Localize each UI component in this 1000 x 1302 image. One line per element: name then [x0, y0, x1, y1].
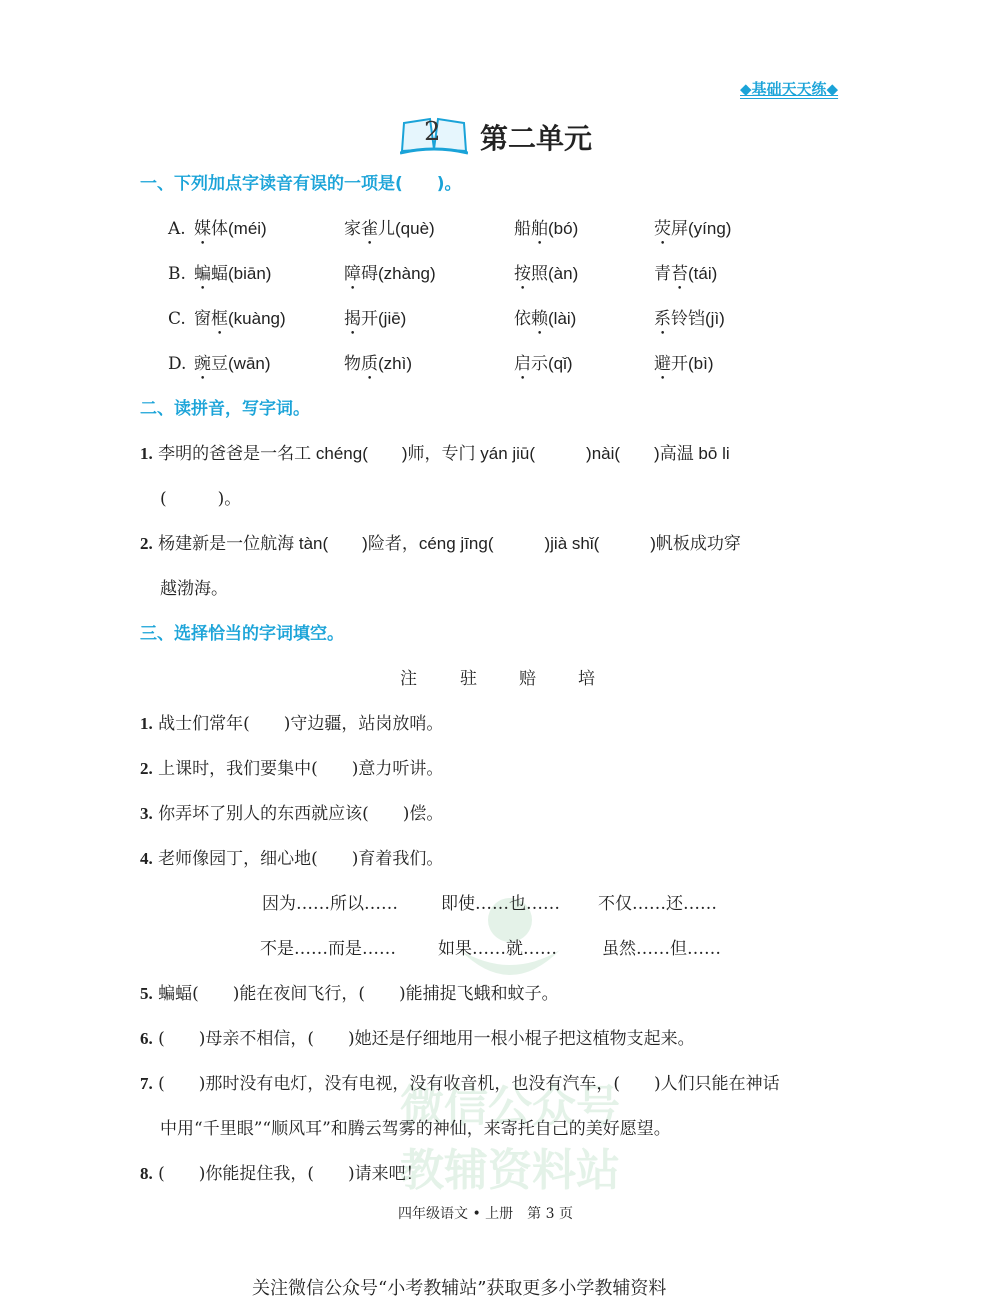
word-text: 铃铛	[671, 309, 705, 329]
question-2-1-cont: ( )。	[160, 489, 242, 509]
unit-title: 第二单元	[480, 122, 593, 155]
pinyin: (méi)	[228, 219, 267, 238]
question-text: 上课时，我们要集中( )意力听讲。	[158, 759, 444, 779]
question-text: ( )你能捉住我，( )请来吧！	[158, 1164, 423, 1184]
question-text: 老师像园丁，细心地( )育着我们。	[158, 849, 444, 869]
conjunction-choice: 不是……而是……	[260, 939, 396, 959]
dotted-character: 系	[654, 309, 671, 329]
pinyin: (jì)	[705, 309, 725, 328]
pinyin: (bó)	[548, 219, 579, 238]
section-3-heading: 三、选择恰当的字词填空。	[140, 624, 344, 644]
question-text: ( )母亲不相信，( )她还是仔细地用一根小棍子把这植物支起来。	[158, 1029, 695, 1049]
question-number: 2.	[140, 534, 153, 553]
word-choice-3: 培	[578, 669, 595, 689]
word-text: 屏	[671, 219, 688, 239]
dotted-character: 按	[514, 264, 531, 284]
word-text: 蝠	[211, 264, 228, 284]
word-choice-2: 赔	[519, 669, 536, 689]
question-text: 战士们常年( )守边疆，站岗放哨。	[158, 714, 444, 734]
word-text: 豆	[211, 354, 228, 374]
bottom-note: 关注微信公众号“小考教辅站”获取更多小学教辅资料	[252, 1278, 667, 1299]
word-text: 物	[344, 354, 361, 374]
dotted-character: 质	[361, 354, 378, 374]
word-text: 照	[531, 264, 548, 284]
question-text-cont: 中用“千里眼”“顺风耳”和腾云驾雾的神仙，来寄托自己的美好愿望。	[160, 1119, 671, 1139]
question-item	[140, 983, 559, 1005]
option-item	[194, 263, 271, 294]
dotted-character: 赖	[531, 309, 548, 329]
option-item	[344, 263, 436, 294]
option-item	[194, 353, 271, 384]
question-text: 蝙蝠( )能在夜间飞行，( )能捕捉飞蛾和蚊子。	[158, 984, 559, 1004]
question-text: 杨建新是一位航海 tàn( )险者，céng jīng( )jià shǐ( )帆板成功穿	[158, 534, 741, 553]
option-item	[654, 353, 714, 384]
dotted-character: 障	[344, 264, 361, 284]
word-text: 家	[344, 219, 361, 239]
option-item	[194, 218, 267, 249]
word-text: 示	[531, 354, 548, 374]
dotted-character: 框	[211, 309, 228, 329]
word-text: 体	[211, 219, 228, 239]
pinyin: (yíng)	[688, 219, 732, 238]
option-item	[514, 353, 573, 384]
word-text: 开	[361, 309, 378, 329]
question-number: 5.	[140, 984, 153, 1003]
pinyin: (jiē)	[378, 309, 407, 328]
option-item	[654, 218, 731, 249]
question-2-2-cont: 越渤海。	[160, 579, 228, 599]
question-number: 2.	[140, 759, 153, 778]
word-choice-0: 注	[400, 669, 417, 689]
dotted-character: 媒	[194, 219, 211, 239]
question-item	[140, 1028, 695, 1050]
word-text: 船	[514, 219, 531, 239]
dotted-character: 豌	[194, 354, 211, 374]
pinyin: (àn)	[548, 264, 579, 283]
question-text: 你弄坏了别人的东西就应该( )偿。	[158, 804, 444, 824]
question-2-1	[140, 443, 730, 465]
question-number: 3.	[140, 804, 153, 823]
question-item	[140, 803, 443, 825]
pinyin: (bì)	[688, 354, 714, 373]
option-item	[344, 218, 435, 249]
question-item	[140, 713, 443, 735]
word-text: 儿	[378, 219, 395, 239]
word-text: 开	[671, 354, 688, 374]
section-2-heading: 二、读拼音，写字词。	[140, 399, 310, 419]
pinyin: (zhì)	[378, 354, 412, 373]
option-item	[344, 308, 406, 339]
conjunction-choice: 不仅……还……	[598, 894, 717, 914]
dotted-character: 苔	[671, 264, 688, 284]
pinyin: (què)	[395, 219, 435, 238]
dotted-character: 揭	[344, 309, 361, 329]
pinyin: (kuàng)	[228, 309, 286, 328]
word-choice-1: 驻	[460, 669, 477, 689]
unit-number: 2	[424, 117, 441, 147]
dotted-character: 雀	[361, 219, 378, 239]
option-item	[194, 308, 286, 339]
dotted-character: 启	[514, 354, 531, 374]
question-number: 4.	[140, 849, 153, 868]
word-text: 窗	[194, 309, 211, 329]
question-number: 7.	[140, 1074, 153, 1093]
watermark: 微信公众号 教辅资料站	[380, 880, 640, 1220]
option-item	[514, 218, 578, 249]
question-number: 1.	[140, 444, 153, 463]
question-number: 6.	[140, 1029, 153, 1048]
question-text: ( )那时没有电灯，没有电视，没有收音机，也没有汽车，( )人们只能在神话	[158, 1074, 780, 1094]
option-label: A.	[168, 219, 186, 239]
conjunction-choice: 即使……也……	[441, 894, 560, 914]
option-label: D.	[168, 354, 187, 374]
section-1-heading: 一、下列加点字读音有误的一项是( )。	[140, 174, 462, 194]
dotted-character: 荧	[654, 219, 671, 239]
word-text: 青	[654, 264, 671, 284]
word-text: 依	[514, 309, 531, 329]
pinyin: (tái)	[688, 264, 718, 283]
conjunction-choice: 虽然……但……	[602, 939, 721, 959]
option-item	[344, 353, 412, 384]
pinyin: (lài)	[548, 309, 577, 328]
option-item	[654, 308, 725, 339]
option-item	[654, 263, 717, 294]
conjunction-choice: 如果……就……	[438, 939, 557, 959]
conjunction-choice: 因为……所以……	[262, 894, 398, 914]
question-2-2	[140, 533, 741, 555]
option-label: B.	[168, 264, 186, 284]
question-item	[140, 848, 443, 870]
question-item	[140, 1073, 780, 1095]
basic-practice-badge: ◆基础天天练◆	[740, 80, 839, 98]
question-text: 李明的爸爸是一名工 chéng( )师，专门 yán jiū( )nài( )高温 bō li	[158, 444, 730, 463]
option-label: C.	[168, 309, 186, 329]
pinyin: (wān)	[228, 354, 271, 373]
pinyin: (biān)	[228, 264, 272, 283]
option-item	[514, 263, 578, 294]
pinyin: (qǐ)	[548, 354, 573, 373]
word-text: 碍	[361, 264, 378, 284]
pinyin: (zhàng)	[378, 264, 436, 283]
question-item	[140, 1163, 423, 1185]
question-number: 1.	[140, 714, 153, 733]
dotted-character: 蝙	[194, 264, 211, 284]
option-item	[514, 308, 576, 339]
question-number: 8.	[140, 1164, 153, 1183]
dotted-character: 避	[654, 354, 671, 374]
question-item	[140, 758, 443, 780]
page-footer: 四年级语文 • 上册 第 3 页	[398, 1206, 573, 1222]
dotted-character: 舶	[531, 219, 548, 239]
